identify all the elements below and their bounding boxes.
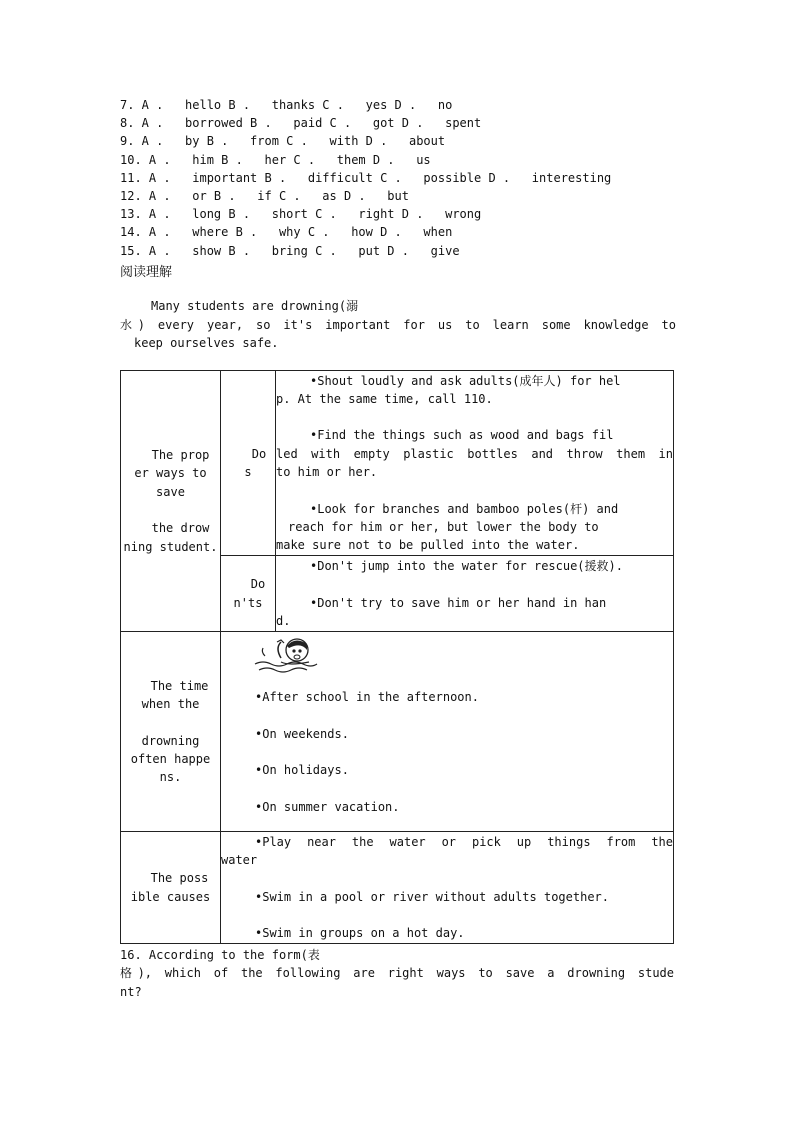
dos-content-cell	[276, 371, 674, 556]
dos-label-cell	[221, 371, 276, 556]
time-content-cell	[221, 632, 674, 832]
question-16-line: nt?	[120, 984, 142, 999]
causes-label-line: The poss	[150, 871, 209, 886]
time-item: •After school in the afternoon.	[255, 690, 479, 704]
intro-line-2: 水) every year, so it's important for us to learn some knowledge to	[120, 317, 676, 332]
table-row	[121, 632, 674, 832]
ways-label-cell	[121, 371, 221, 632]
dos-item: reach for him or her, but lower the body to	[288, 519, 599, 534]
option-row-12: 12. A . or B . if C . as D . but	[120, 188, 409, 203]
donts-label-cell	[221, 556, 276, 632]
time-label-line: drowning	[141, 733, 200, 748]
dos-item: led with empty plastic bottles and throw them in	[276, 446, 673, 461]
ways-label-line: the drow	[151, 521, 210, 536]
time-label-line: often happe	[130, 751, 211, 766]
ways-label-line: The prop	[151, 448, 210, 463]
dos-item: to him or her.	[276, 465, 378, 479]
option-row-14: 14. A . where B . why C . how D . when	[120, 225, 453, 240]
causes-label-cell	[121, 832, 221, 944]
dos-item: make sure not to be pulled into the water.	[276, 538, 580, 553]
donts-item: •Don't jump into the water for rescue(援救).	[310, 558, 623, 573]
cause-item: •Swim in groups on a hot day.	[255, 926, 465, 941]
answer-options	[120, 96, 611, 260]
option-row-15: 15. A . show B . bring C . put D . give	[120, 243, 460, 258]
option-row-13: 13. A . long B . short C . right D . wrong	[120, 207, 482, 222]
table-row	[121, 832, 674, 944]
option-row-8: 8. A . borrowed B . paid C . got D . spent	[120, 116, 482, 131]
question-16-line: 16. According to the form(表	[120, 948, 320, 962]
option-row-11: 11. A . important B . difficult C . possible D . interesting	[120, 170, 612, 185]
reading-intro	[120, 297, 676, 353]
time-label-cell	[121, 632, 221, 832]
ways-label-line: save	[156, 484, 185, 499]
cause-item: water	[221, 852, 258, 867]
drowning-swimmer-icon	[251, 634, 321, 680]
causes-content-cell	[221, 832, 674, 944]
dos-item: •Look for branches and bamboo poles(杆) and	[310, 501, 619, 516]
intro-line-1: Many students are drowning(溺	[151, 299, 359, 313]
drowning-safety-form	[120, 370, 674, 944]
option-row-7: 7. A . hello B . thanks C . yes D . no	[120, 98, 453, 112]
dos-item: •Find the things such as wood and bags fil	[310, 428, 614, 443]
dos-item: p. At the same time, call 110.	[276, 391, 493, 406]
question-16	[120, 946, 674, 1001]
dos-label-line: Do	[251, 446, 267, 461]
time-item: •On weekends.	[255, 726, 349, 741]
option-row-9: 9. A . by B . from C . with D . about	[120, 134, 446, 149]
table-row	[121, 371, 674, 556]
donts-label-line: n'ts	[233, 595, 263, 610]
time-item: •On holidays.	[255, 763, 349, 778]
causes-label-line: ible causes	[130, 889, 211, 904]
option-row-10: 10. A . him B . her C . them D . us	[120, 152, 431, 167]
time-label-line: ns.	[159, 770, 182, 785]
ways-label-line: er ways to	[134, 466, 207, 481]
donts-label-line: Do	[250, 577, 266, 592]
donts-content-cell	[276, 556, 674, 632]
dos-label-line: s	[244, 465, 252, 479]
intro-line-3: keep ourselves safe.	[134, 336, 279, 350]
time-label-line: when the	[141, 696, 200, 711]
time-item: •On summer vacation.	[255, 799, 400, 814]
donts-item: d.	[276, 613, 291, 628]
question-16-line: 格), which of the following are right ways to save a drowning stude	[120, 966, 674, 981]
donts-item: •Don't try to save him or her hand in han	[310, 595, 607, 610]
ways-label-line: ning student.	[123, 539, 218, 554]
time-label-line: The time	[150, 678, 209, 693]
section-title: 阅读理解	[120, 265, 173, 280]
cause-item: •Play near the water or pick up things from the	[255, 834, 673, 849]
dos-item: •Shout loudly and ask adults(成年人) for hel	[310, 373, 621, 388]
cause-item: •Swim in a pool or river without adults together.	[255, 889, 610, 904]
